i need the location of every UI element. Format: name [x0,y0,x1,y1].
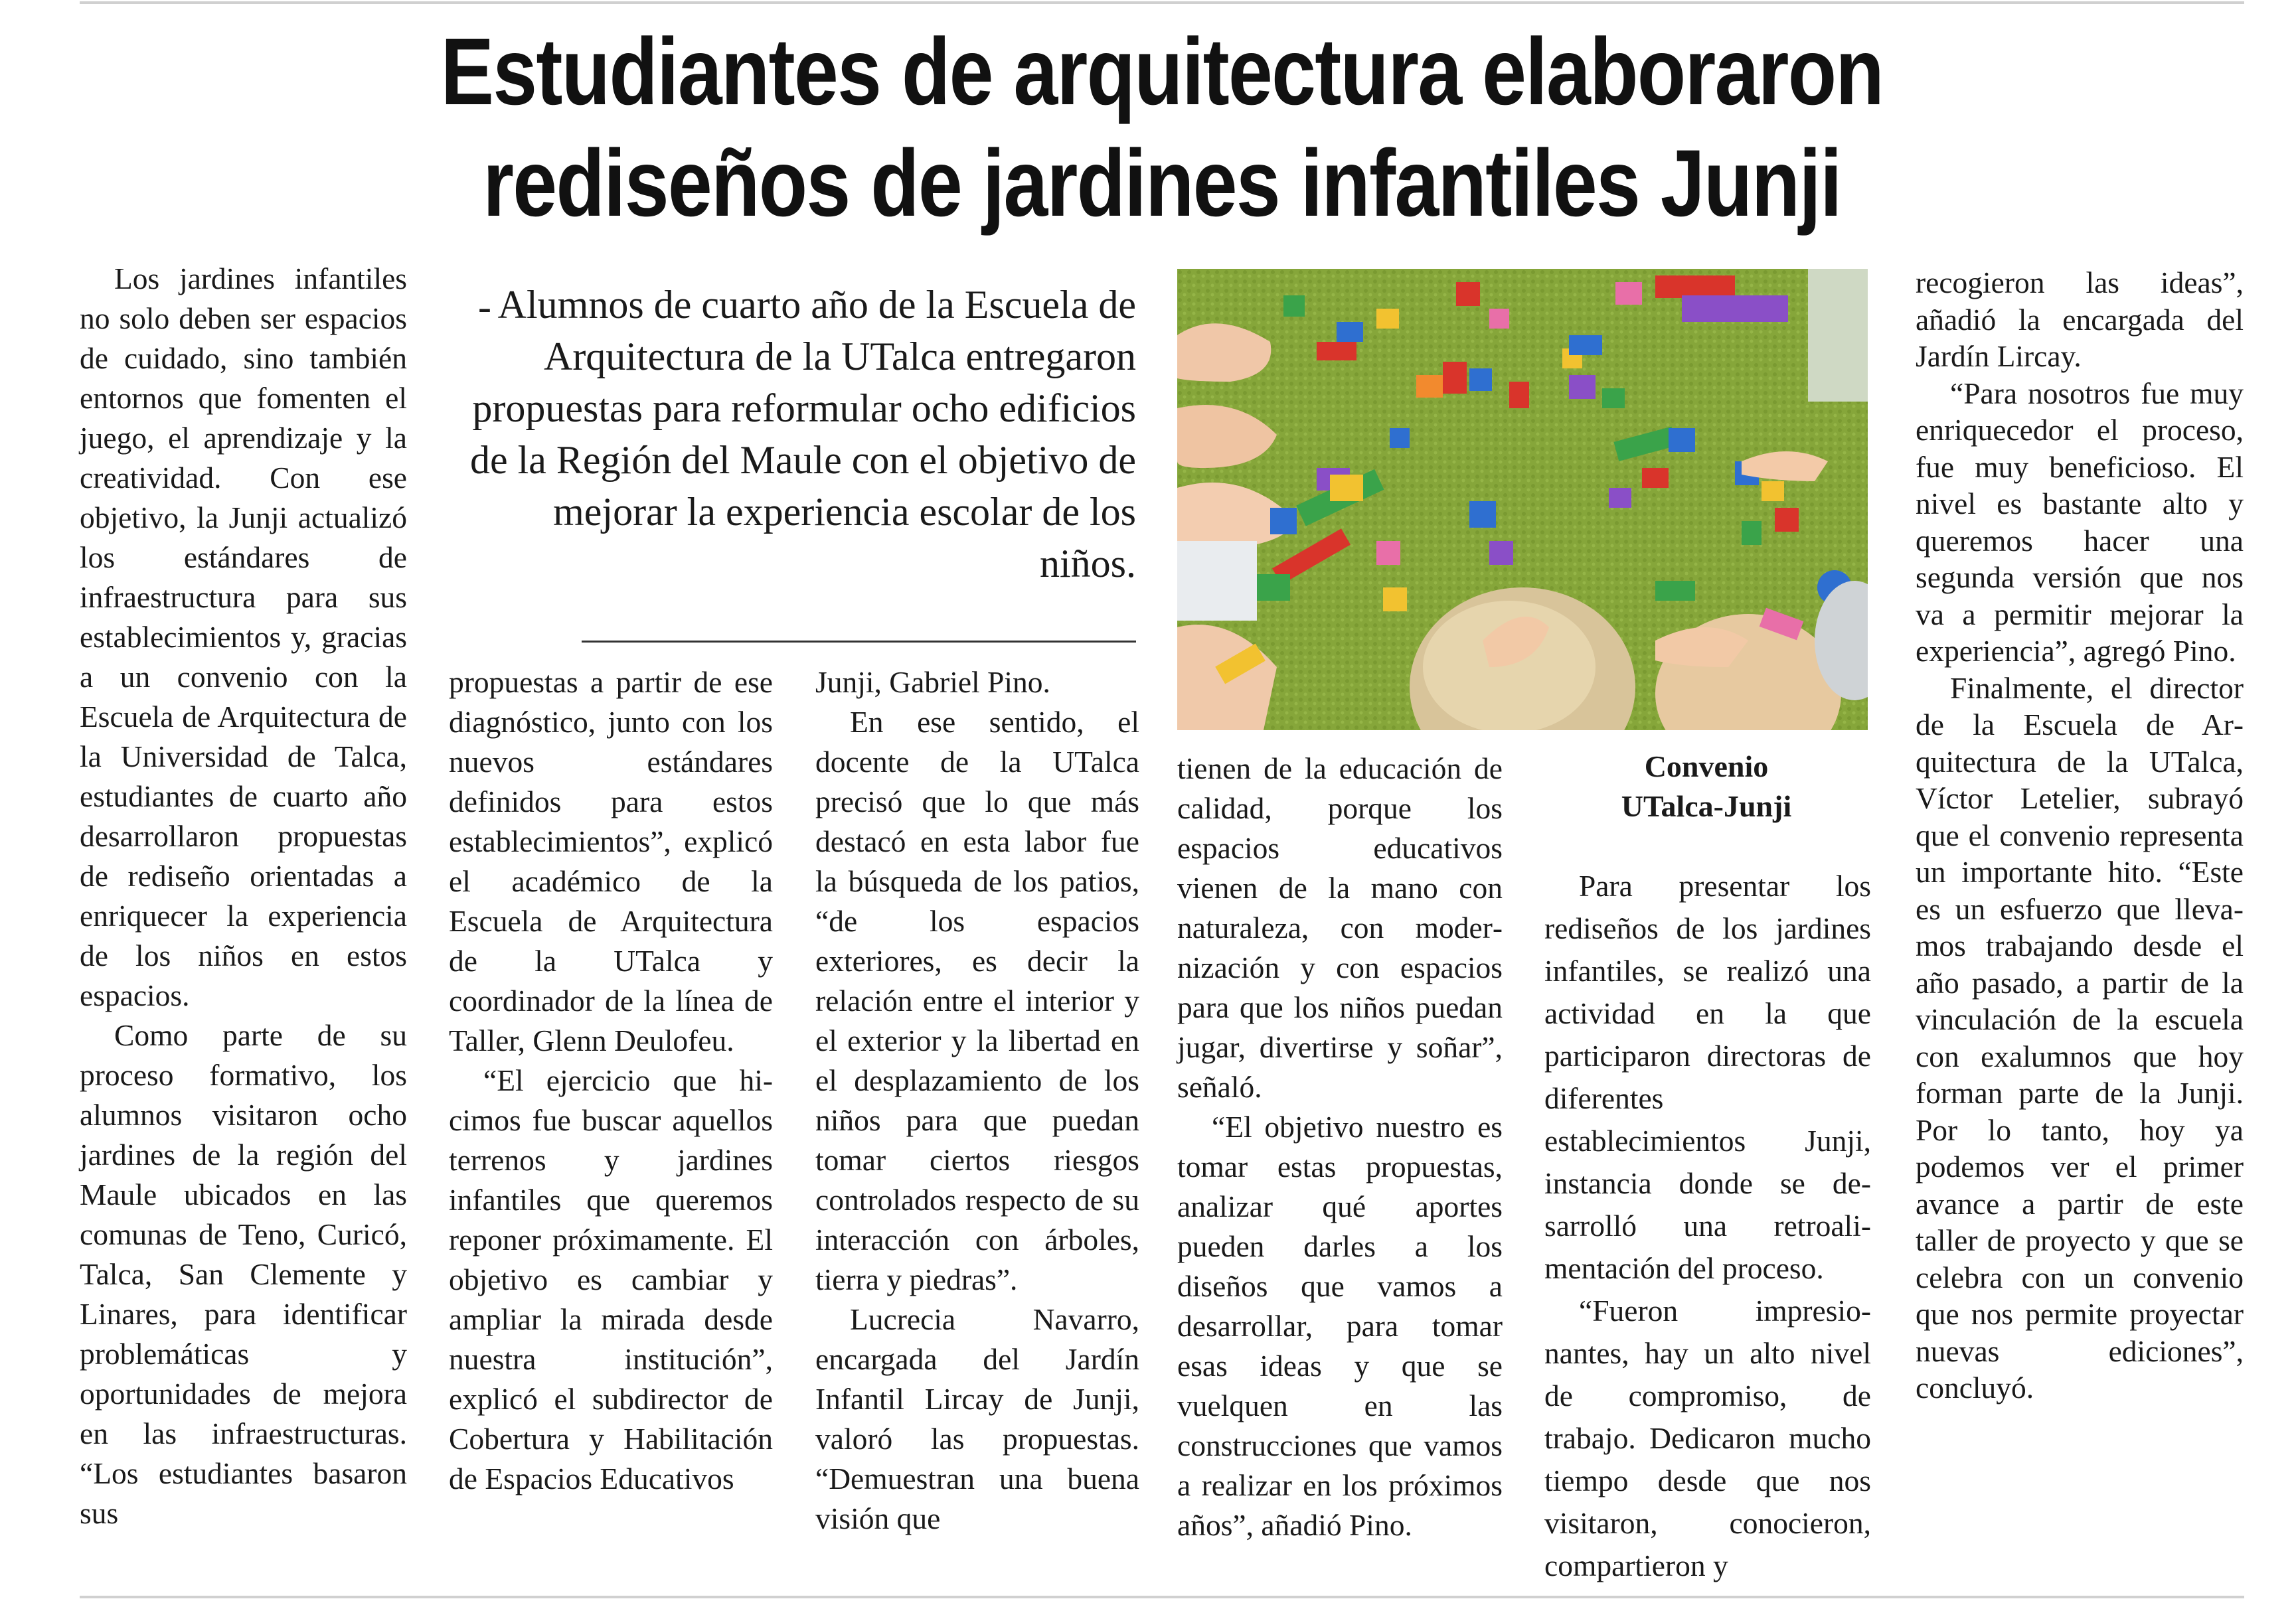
subhead-line-2: UTalca-Junji [1621,789,1792,823]
paragraph: “Para nosotros fue muy enriquecedor el proceso, fue muy beneficioso. El nivel es bastante alto y queremos hacer una segunda versión que nos va a permitir mejorar la experiencia”, agregó Pino. [1916,376,2244,668]
section-subhead [1540,747,1872,826]
paragraph: Para presentar los rediseños de los jardines infantiles, se realizó una actividad en la que participaron directoras de diferentes establecimientos Junji, instancia donde se desarrolló una retroalimentación del proceso. [1544,869,1871,1285]
paragraph: Junji, Gabriel Pino. [815,665,1050,699]
wall [1808,269,1868,402]
headline [253,17,2071,240]
headline-line-2: rediseños de jardines infantiles Junji [483,131,1841,236]
subhead-line-1: Convenio [1644,749,1769,783]
column-5 [1544,865,1871,1587]
bottom-rule [80,1596,2244,1598]
paragraph: propuestas a partir de ese diagnóstico, junto con los nuevos estándares definidos para estos establecimientos”, explicó el académico de la Escuela de Arquitectura de la UTalca y coordinador de la línea de Taller, Glenn Deulofeu. [449,665,773,1057]
headline-line-1: Estudiantes de arquitectura elaboraron [440,19,1884,125]
paragraph: En ese sentido, el docente de la UTalca precisó que lo que más destacó en esta labor fue la búsqueda de los patios, “de los espacios exteriores, es decir la relación entre el interior y el exterior y la libertad en el desplazamiento de los niños para que puedan tomar ciertos riesgos controlados respecto de su interacción con árboles, tierra y piedras”. [815,705,1139,1296]
column-6 [1916,264,2244,1407]
photo-illustration [1177,269,1868,730]
top-rule [80,1,2244,4]
paragraph: Finalmente, el director de la Escuela de Arquitectura de la UTalca, Víctor Letelier, subrayó que el convenio representa un importante hito. “Este es un esfuerzo que llevamos trabajando desde el año pasado, a partir de la vinculación de la escuela con exalumnos que hoy forman parte de la Junji. Por lo tanto, hoy ya podemos ver el primer avance a partir de este taller de proyecto y que se celebra con un convenio que nos permite proyectar nuevas ediciones”, concluyó. [1916,670,2244,1405]
dek-rule [582,641,1136,643]
dek-dash: - [478,285,491,329]
paragraph: tienen de la educación de calidad, porque los espacios educativos vienen de la mano con naturaleza, con modernización y con espacios para que los niños puedan jugar, divertirse y soñar”, señaló. [1177,751,1503,1104]
dek: Alumnos de cuarto año de la Escuela de Arquitectura de la UTalca entregaron propuestas para reformular ocho edificios de la Región del Maule con el objetivo de mejorar la experiencia escolar de los niños. [469,283,1136,585]
column-3 [815,662,1139,1539]
paragraph: Los jardines infantiles no solo deben ser espacios de cuidado, sino también entornos que fomenten el juego, el aprendizaje y la creatividad. Con ese objetivo, la Junji actualizó los estándares de infraestructura para sus establecimientos y, gracias a un convenio con la Escuela de Arquitectura de la Universidad de Talca, estudiantes de cuarto año desarrollaron propuestas de rediseño orientadas a enriquecer la experiencia de los niños en estos espacios. [80,262,407,1012]
column-4 [1177,749,1503,1545]
paragraph: recogieron las ideas”, añadió la encargada del Jardín Lircay. [1916,266,2244,373]
paragraph: “Fueron impresionantes, hay un alto nivel de compromiso, de trabajo. Dedicaron mucho tiempo desde que nos visitaron, conocieron, compartieron y [1544,1294,1871,1582]
children-playing-blocks-photo [1177,269,1868,730]
paragraph: Como parte de su proceso formativo, los alumnos visitaron ocho jardines de la región del Maule ubicados en las comunas de Teno, Curicó, Talca, San Clemente y Linares, para identificar problemáticas y oportunidades de mejora en las infraestructuras. “Los estudiantes basaron sus [80,1018,407,1530]
paragraph: “El objetivo nuestro es tomar estas propuestas, analizar qué aportes pueden darles a los diseños que vamos a desarrollar, para tomar esas ideas y que se vuelquen en las construcciones que vamos a realizar en los próximos años”, añadió Pino. [1177,1110,1503,1542]
paragraph: Lucrecia Navarro, encargada del Jardín Infantil Lircay de Junji, valoró las propuestas. “Demuestran una buena visión que [815,1302,1139,1535]
column-1 [80,259,407,1533]
paragraph: “El ejercicio que hicimos fue buscar aquellos terrenos y jardines infantiles que queremos reponer próximamente. El objetivo es cambiar y ampliar la mirada desde nuestra institución”, explicó el subdirector de Cobertura y Habilitación de Espacios Educativos [449,1063,773,1495]
column-2 [449,662,773,1499]
